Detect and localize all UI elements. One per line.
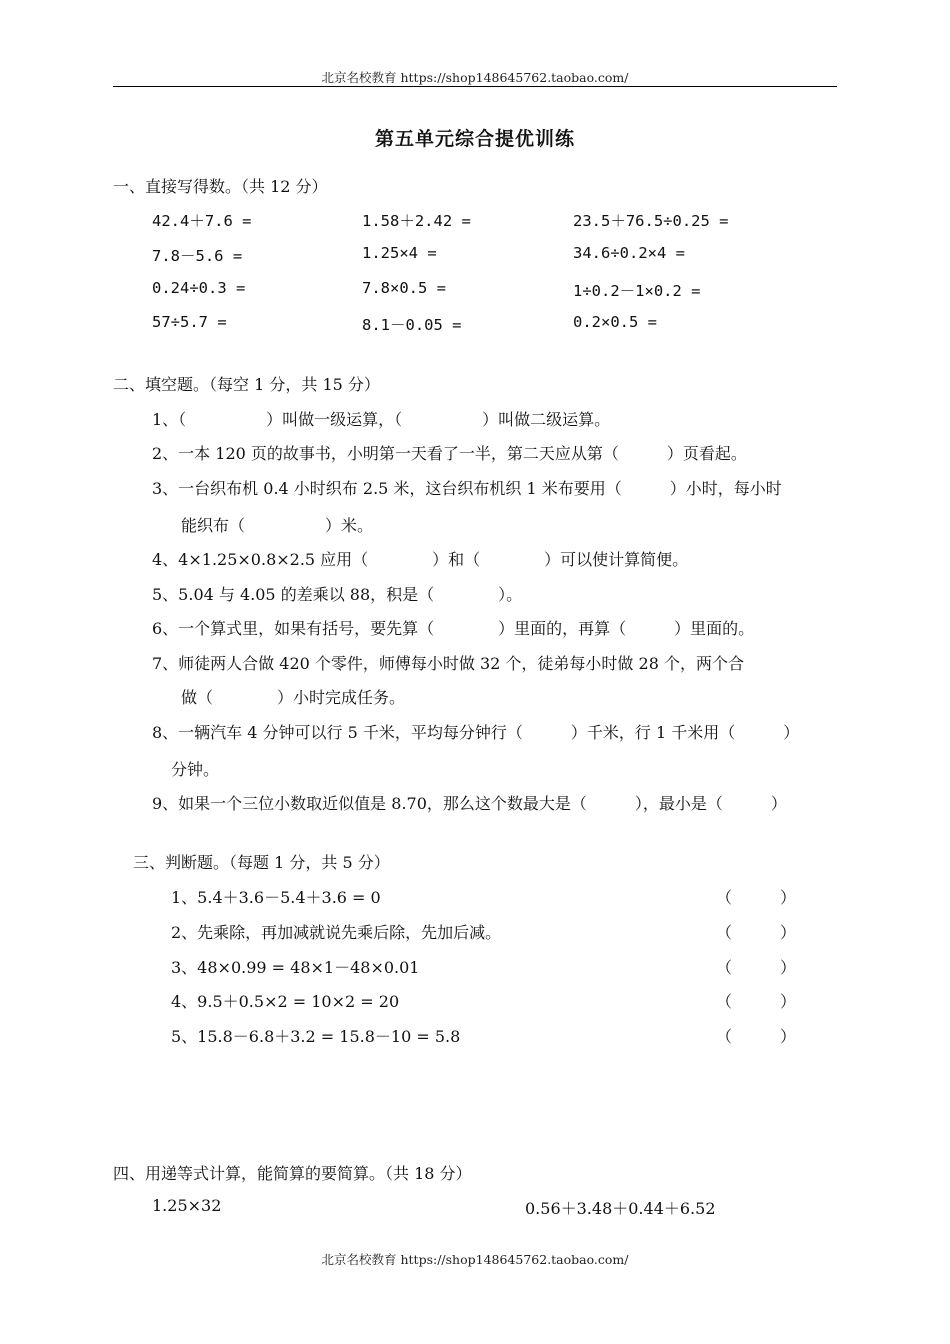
fill-blank-item: 3、一台织布机 0.4 小时织布 2.5 米，这台织布机织 1 米布要用（ ）小时，每小时 xyxy=(152,479,782,498)
section4-heading: 四、用递等式计算，能简算的要简算。（共 18 分） xyxy=(113,1164,472,1183)
fill-blank-item: 4、4×1.25×0.8×2.5 应用（ ）和（ ）可以使计算简便。 xyxy=(152,550,689,569)
judge-item: 2、先乘除，再加减就说先乘后除，先加后减。 xyxy=(171,923,502,942)
section3-heading: 三、判断题。（每题 1 分，共 5 分） xyxy=(133,853,390,872)
calc-item: 34.6÷0.2×4 = xyxy=(573,244,685,262)
fill-blank-continuation: 分钟。 xyxy=(171,760,220,779)
fill-blank-item: 9、如果一个三位小数取近似值是 8.70，那么这个数最大是（ ），最小是（ ） xyxy=(152,794,787,813)
calc-item: 57÷5.7 = xyxy=(152,313,227,331)
calc-item: 1.25×4 = xyxy=(362,244,437,262)
answer-blank: （ ） xyxy=(716,958,797,977)
answer-blank: （ ） xyxy=(716,992,797,1011)
calc-item: 42.4＋7.6 = xyxy=(152,212,252,230)
calc-item: 23.5＋76.5÷0.25 = xyxy=(573,212,729,230)
fill-blank-item: 7、师徒两人合做 420 个零件，师傅每小时做 32 个，徒弟每小时做 28 个，两个合 xyxy=(152,654,744,673)
fill-blank-item: 8、一辆汽车 4 分钟可以行 5 千米，平均每分钟行（ ）千米，行 1 千米用（ ） xyxy=(152,723,800,742)
calc-item: 1÷0.2－1×0.2 = xyxy=(573,282,701,300)
calc-problem: 1.25×32 xyxy=(152,1196,222,1215)
fill-blank-continuation: 能织布（ ）米。 xyxy=(181,516,374,535)
calc-item: 7.8×0.5 = xyxy=(362,279,446,297)
calc-item: 0.24÷0.3 = xyxy=(152,279,246,297)
calc-item: 8.1－0.05 = xyxy=(362,316,462,334)
header-rule xyxy=(113,86,837,87)
answer-blank: （ ） xyxy=(716,923,797,942)
judge-item: 5、15.8－6.8＋3.2 = 15.8－10 = 5.8 xyxy=(171,1027,461,1046)
page-title: 第五单元综合提优训练 xyxy=(374,128,575,150)
calc-item: 1.58＋2.42 = xyxy=(362,212,471,230)
fill-blank-item: 5、5.04 与 4.05 的差乘以 88，积是（ ）。 xyxy=(152,585,523,604)
fill-blank-item: 6、一个算式里，如果有括号，要先算（ ）里面的，再算（ ）里面的。 xyxy=(152,619,755,638)
calc-problem: 0.56＋3.48＋0.44＋6.52 xyxy=(525,1199,716,1218)
judge-item: 4、9.5＋0.5×2 = 10×2 = 20 xyxy=(171,992,400,1011)
answer-blank: （ ） xyxy=(716,888,797,907)
fill-blank-continuation: 做（ ）小时完成任务。 xyxy=(181,688,406,707)
calc-item: 0.2×0.5 = xyxy=(573,313,657,331)
section2-heading: 二、填空题。（每空 1 分，共 15 分） xyxy=(113,375,380,394)
page-footer: 北京名校教育 https://shop148645762.taobao.com/ xyxy=(321,1252,629,1267)
fill-blank-item: 1、（ ）叫做一级运算，（ ）叫做二级运算。 xyxy=(152,410,611,429)
judge-item: 1、5.4＋3.6－5.4＋3.6 = 0 xyxy=(171,888,381,907)
section1-heading: 一、直接写得数。（共 12 分） xyxy=(113,177,328,196)
page-header: 北京名校教育 https://shop148645762.taobao.com/ xyxy=(321,70,629,85)
judge-item: 3、48×0.99 = 48×1－48×0.01 xyxy=(171,958,420,977)
answer-blank: （ ） xyxy=(716,1027,797,1046)
calc-item: 7.8－5.6 = xyxy=(152,247,243,265)
fill-blank-item: 2、一本 120 页的故事书，小明第一天看了一半，第二天应从第（ ）页看起。 xyxy=(152,444,747,463)
